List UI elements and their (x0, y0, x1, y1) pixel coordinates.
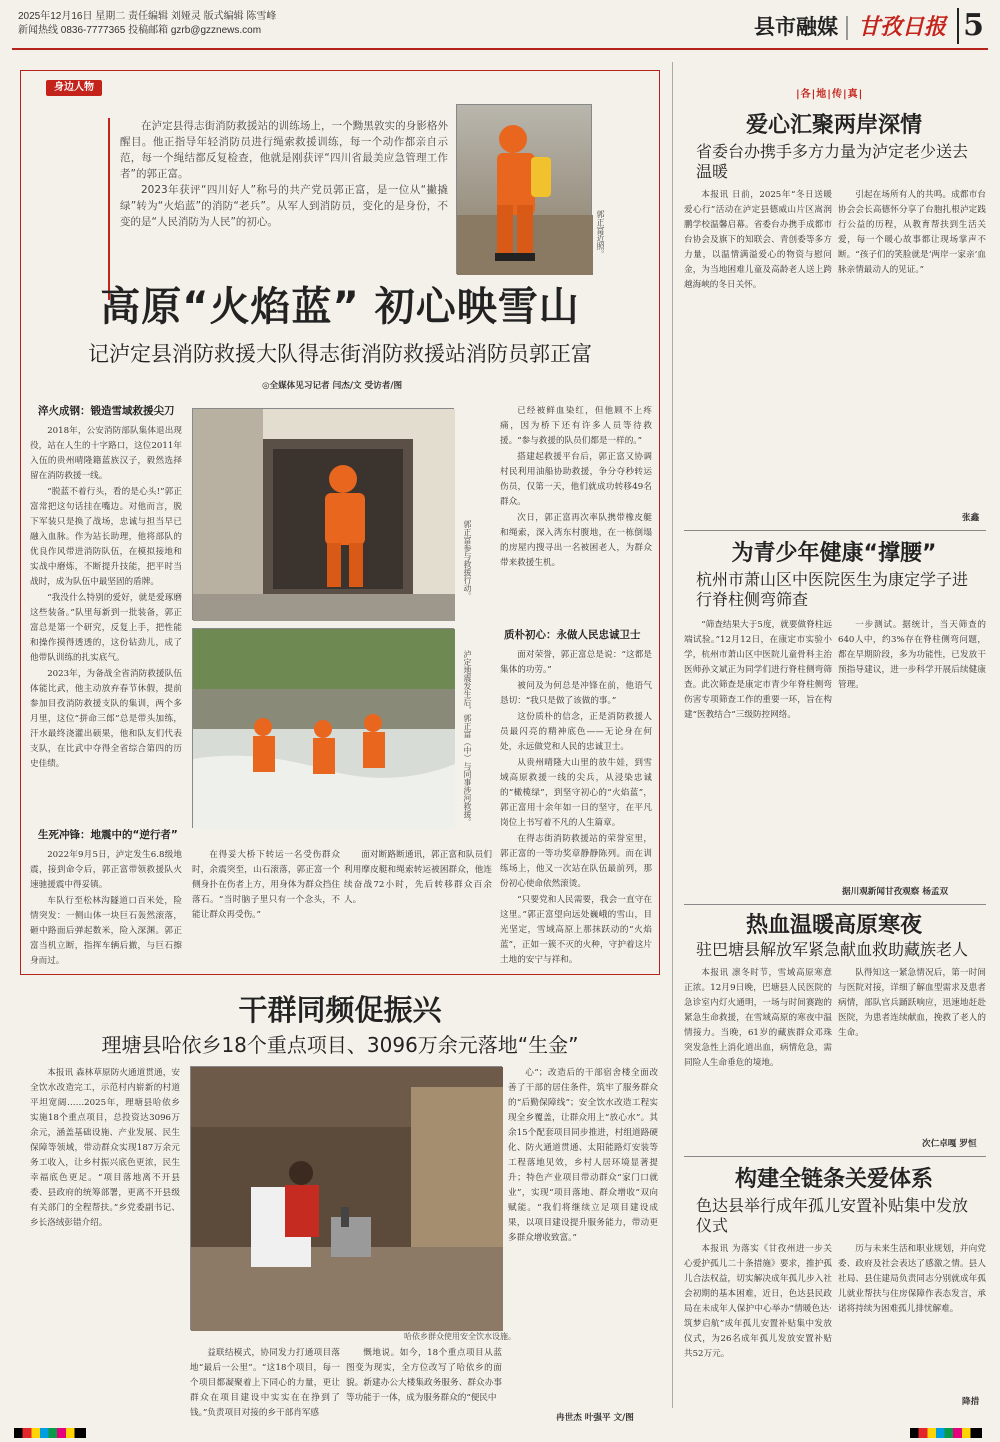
text-column (192, 848, 340, 968)
feature-byline: ◎全媒体见习记者 闫杰/文 受访者/图 (262, 381, 403, 391)
paragraph: 面对断路断通讯，郭正富和队员们利用摩皮艇和绳索转运被困群众，他连续奋战72小时，先后转移群众百余人。 (344, 850, 492, 905)
text-column (838, 966, 986, 1136)
paragraph: 本报讯 森林草原防火通道贯通，安全饮水改造完工，示范村内崭新的村道平坦宽阔……2025年，理塘县哈依乡实施18个重点项目，总投资达3096万余元，涵盖基础设施、产业发展、民生保障等领域，带动群众实现187万余元务工收入，让乡村振兴底色更浓，民生幸福底色更足。“项目落地离不开县委、县政府的统筹部署，更离不开县级有关部门的全程帮扶。”乡党委副书记、乡长洛绒彭错介绍。 (30, 1068, 180, 1228)
paragraph: 一步测试。据统计，当天筛查的640人中，约3%存在脊柱侧弯问题，都在早期阶段，多为功能性，已发放干预指导建议，进一步科学开展后续健康管理。 (838, 620, 986, 690)
photo-caption: 哈依乡群众使用安全饮水设施。 (404, 1332, 516, 1341)
paragraph: “脱蓝不着行头，看的是心头!”郭正富常把这句话挂在嘴边。对他而言，脱下军装只是换了战场，忠诚与担当早已融入血脉。作为站长助理，他将部队的优良作风带进消防队伍，在模拟接地和实战中磨炼，不断提升技能，把平时当战时，成为队伍中最坚固的盾牌。 (30, 487, 182, 587)
story-subheadline: 杭州市萧山区中医院医生为康定学子进行脊柱侧弯筛查 (696, 570, 969, 609)
text-column (30, 424, 182, 824)
text-column (684, 188, 832, 522)
paragraph: 从贵州晴隆大山里的放牛娃，到雪域高原救援一线的尖兵，从浸染忠诚的“橄榄绿”，到坚守初心的“火焰蓝”，郭正富用十余年如一日的坚守，在平凡岗位上书写着不凡的人生篇章。 (500, 758, 652, 828)
intro-paragraph: 2023年获评“四川好人”称号的共产党员郭正富，是一位从“撇撬绿”转为“火焰蓝”的消防“老兵”。从军人到消防员，变化的是身份，不变的是“人民消防为人民”的初心。 (120, 184, 448, 228)
story-author: 降措 (962, 1397, 980, 1407)
paragraph: “只要党和人民需要，我会一直守在这里。”郭正富望向远处巍峨的雪山，目光坚定，雪域高原上那抹跃动的“火焰蓝”，正如一簇不灭的火种，守护着这片土地的安宁与祥和。 (500, 895, 652, 965)
paragraph: 搭建起救援平台后，郭正富又协调村民利用油船协助救援，争分夺秒转运伤员，仅第一天，他们就成功转移49名群众。 (500, 452, 652, 507)
river-crossing-image (193, 629, 455, 829)
paragraph: 本报讯 为落实《甘孜州进一步关心爱护孤儿二十条措施》要求，推护孤儿合法权益，切实解决成年孤儿步入社会初期的基本困难，近日，色达县民政局在未成年人保护中心举办“情暖色达·筑梦启航”成年孤儿安置补贴集中发放仪式，为26名成年孤儿发放安置补贴共52万元。 (684, 1244, 832, 1359)
photo-caption: 泸定地震发生后，郭正富（中）与同事涉河救援。 (463, 650, 472, 826)
text-column (838, 188, 986, 508)
feature-intro (108, 118, 448, 300)
feature-headline: 高原“火焰蓝” 初心映雪山 (100, 284, 580, 330)
text-column (500, 404, 652, 624)
portrait-photo (456, 104, 592, 274)
masthead-info (18, 10, 276, 38)
paragraph: 次日，郭正富再次率队携带橡皮艇和绳索，深入湾东村腹地，在一栋倒塌的房屋内搜寻出一名被困老人，为群众带来救援生机。 (500, 513, 652, 568)
paragraph: 历与未来生活和职业规划，并向党委、政府及社会表达了感激之情。县人社局、县住建局负责同志分别就成年孤儿就业帮扶与住房保障作表态发言，承诺将持续为困难孤儿排忧解难。 (838, 1244, 986, 1314)
text-column (508, 1066, 658, 1410)
section-subheading: 淬火成钢：锻造雪域救援尖刀 (38, 405, 175, 417)
text-column (30, 848, 182, 968)
firefighter-portrait-image (457, 105, 593, 275)
print-color-bar (910, 1428, 982, 1438)
story-author: 据川观新闻甘孜观察 杨孟双 (842, 887, 949, 897)
print-color-bar (14, 1428, 86, 1438)
divider (846, 16, 848, 40)
paragraph: 已经被鲜血染红，但他顾不上疼痛，因为桥下还有许多人员等待救援。“参与救援的队员们都是一样的。” (500, 406, 652, 446)
story-headline: 构建全链条关爱体系 (734, 1167, 933, 1192)
paragraph: 本报讯 凛冬时节，雪域高原寒意正浓。12月9日晚，巴塘县人民医院的急诊室内灯火通明，一场与时间赛跑的紧急生命救援，在雪域高原的寒夜中温情接力。当晚，61岁的藏族群众邓珠突发急性上消化道出血，病情危急，需同险人生命垂危的境地。 (684, 968, 832, 1068)
photo-caption: 郭正富参与救援行动。 (463, 520, 472, 600)
text-column (500, 648, 652, 968)
masthead (12, 6, 988, 50)
paragraph: 益联结模式，协同发力打通项目落地“最后一公里”。“这18个项目，每一个项目都凝聚着上下同心的力量，更让群众在项目建设中实实在在挣到了钱。”负责项目对接的乡干部肖军感 (190, 1348, 340, 1418)
paragraph: 面对荣誉，郭正富总是说：“这都是集体的功劳。” (500, 650, 652, 675)
story-headline: 为青少年健康“撑腰” (731, 541, 937, 566)
text-column (838, 618, 986, 880)
bottom-subheadline: 理塘县哈依乡18个重点项目、3096万余元落地“生金” (101, 1033, 579, 1057)
water-facility-photo (190, 1066, 502, 1330)
text-column (190, 1346, 340, 1418)
paragraph: 在得志街消防救援站的荣誉室里，郭正富的一等功奖章静静陈列。而在训练场上，他又一次站在队伍最前列，那份初心使命依然滚烫。 (500, 834, 652, 889)
paragraph: 慨地说。如今，18个重点项目从蓝图变为现实，全方位改写了哈依乡的面貌。新建办公大楼集政务服务、群众办事等功能于一体，成为服务群众的“便民中 (346, 1348, 502, 1403)
story-headline: 爱心汇聚两岸深情 (745, 113, 922, 138)
paragraph: “筛查结果大于5度，就要做脊柱远端试验。”12月12日，在康定市实验小学，杭州市萧山区中医院儿童骨科主治医师孙文斌正为同学们进行脊柱侧弯筛查。此次筛查是康定市青少年脊柱侧弯伤害专项筛查工作的重要一环，旨在构建“医教结合”三级防控网络。 (684, 620, 832, 720)
bottom-headline: 干群同频促振兴 (238, 993, 442, 1027)
story-author: 张鑫 (962, 513, 980, 523)
story-headline: 热血温暖高原寒夜 (745, 913, 922, 938)
story-divider (684, 904, 986, 905)
page-number: 5 (957, 8, 984, 44)
story-subheadline: 色达县举行成年孤儿安置补贴集中发放仪式 (696, 1196, 969, 1235)
text-column (346, 1346, 502, 1410)
section-name: 县市融媒 (754, 15, 838, 39)
paragraph: 队得知这一紧急情况后，第一时间与医院对接，详细了解血型需求及患者病情，部队官兵踊跃响应，迅速地赶赴医院，为患者连续献血，挽救了老人的生命。 (838, 968, 986, 1038)
column-divider (672, 62, 673, 1408)
paragraph: 2018年，公安消防部队集体退出现役，站在人生的十字路口，这位2011年入伍的贵州晴隆籍蓝族汉子，毅然选择留在消防救援一线。 (30, 426, 182, 481)
paragraph: 2022年9月5日，泸定发生6.8级地震，接到命令后，郭正富带领救援队火速驰援震中得妥镇。 (30, 850, 182, 890)
section-label: |各|地|传|真| (796, 89, 864, 100)
text-column (838, 1242, 986, 1392)
story-author: 冉世杰 叶强平 文/图 (556, 1413, 634, 1423)
text-column (684, 966, 832, 1156)
paragraph: 车队行至松林沟隧道口百米处，险情突发：一侧山体一块巨石轰然滚落，砸中路面后弹起数米，险入深渊。郭正富当机立断，指挥车辆后撤，与巨石擦身而过。 (30, 896, 182, 966)
story-subheadline: 省委台办携手多方力量为泸定老少送去温暖 (696, 142, 969, 181)
paragraph: 这份质朴的信念，正是消防救援人员最闪亮的精神底色——无论身在何处，永远做党和人民的忠诚卫士。 (500, 712, 652, 752)
story-subheadline: 驻巴塘县解放军紧急献血救助藏族老人 (696, 940, 969, 959)
feature-tag: 身边人物 (46, 80, 102, 96)
text-column (344, 848, 492, 968)
intro-paragraph: 在泸定县得志街消防救援站的训练场上，一个黝黑敦实的身影格外醒目。他正指导年轻消防员进行绳索救援训练，每一个动作都亲自示范，每一个绳结都反复检查，他就是刚获评“四川省最美应急管理工作者”的郭正富。 (120, 120, 448, 180)
masthead-line2: 新闻热线 0836-7777365 投稿邮箱 gzrb@gzznews.com (18, 25, 262, 36)
villager-water-tap-image (191, 1067, 503, 1331)
paragraph: 被问及为何总是冲锋在前，他语气恳切：“我只是做了该做的事。” (500, 681, 652, 706)
story-divider (684, 1156, 986, 1157)
paragraph: 引起在场所有人的共鸣。成都市台协会会长高德怀分享了台胞扎根泸定践行公益的历程，从教育帮扶到生活关爱，每一个暖心故事都让现场掌声不断。“孩子们的笑脸就是‘两岸一家亲’血脉亲情最动人的见证。” (838, 190, 986, 275)
text-column (30, 1066, 180, 1410)
firefighter-exiting-window-image (193, 409, 455, 621)
newspaper-logo: 甘孜日报 (857, 14, 946, 40)
masthead-line1: 2025年12月16日 星期二 责任编辑 刘娅灵 版式编辑 陈雪峰 (18, 11, 277, 22)
text-column (684, 1242, 832, 1410)
section-subheading: 生死冲锋：地震中的“逆行者” (38, 829, 178, 841)
story-author: 次仁卓嘎 罗恒 (922, 1139, 977, 1149)
story-divider (684, 530, 986, 531)
text-column (684, 618, 832, 880)
paragraph: 2023年，为备战全省消防救援队伍体能比武，他主动放弃春节休假，提前参加目孜消防救援支队的集训，两个多月里，这位“拼命三郎”总是带头加练，汗水最终浇灌出硕果，他和队友们代表支队，在比武中夺得全省综合第四的历史佳绩。 (30, 669, 182, 769)
feature-subheadline: 记泸定县消防救援大队得志街消防救援站消防员郭正富 (88, 342, 592, 366)
paragraph: 本报讯 日前，2025年“冬日送暖爱心行”活动在泸定县德威山片区嵩润鹏学校温馨启幕。省委台办携手成都市台协会及旗下的知联会、青创委等多方力量，以温情满溢爱心的物资与慰问金，为当地困难儿童及高龄老人送上跨越海峡的冬日关怀。 (684, 190, 832, 290)
river-rescue-photo (192, 628, 454, 828)
paragraph: 在得妥大桥下转运一名受伤群众时，余震突至，山石滚落，郭正富一个侧身扑在伤者上方，用身体为群众挡住落石。“当时脑子里只有一个念头，不能让群众再受伤。” (192, 850, 340, 920)
photo-caption: 郭正富近照。 (596, 210, 605, 258)
section-subheading: 质朴初心：永做人民忠诚卫士 (504, 629, 641, 641)
paragraph: 心”；改造后的干部宿舍楼全面改善了干部的居住条件，筑牢了服务群众的“后勤保障线”；安全饮水改造工程实现全乡覆盖，让群众用上“放心水”。其余15个配套项目同步推进，村组道路硬化、防火通道贯通、太阳能路灯安装等工程落地见效，乡村人居环境显著提升；特色产业项目带动群众“家门口就业”，实现“项目落地、群众增收”双向赋能。“我们将继续立足项目建设成果，以项目建设提升服务能力，带动更多群众增收致富。” (508, 1068, 658, 1243)
rescue-photo (192, 408, 454, 620)
paragraph: “我没什么特别的爱好，就是爱琢磨这些装备。”队里每新到一批装备，郭正富总是第一个研究，反复上手，把性能和操作摸得透透的，这份钻劲儿，成了他带队训练的扎实底气。 (30, 593, 182, 663)
